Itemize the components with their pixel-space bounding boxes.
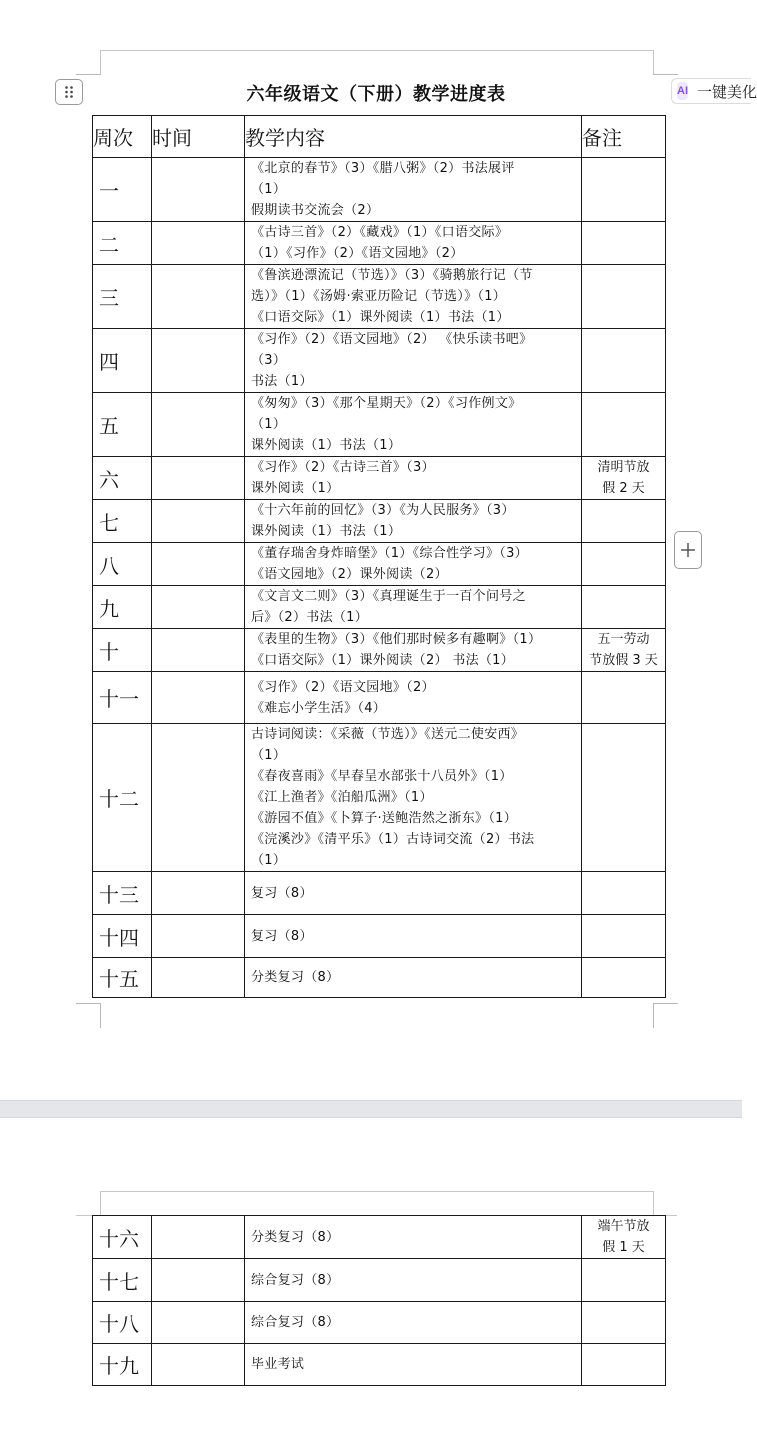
header-frame-line bbox=[653, 50, 654, 74]
content-cell[interactable] bbox=[245, 158, 582, 222]
content-line: 分类复习（8） bbox=[251, 1229, 340, 1245]
time-cell[interactable] bbox=[152, 543, 245, 586]
content-cell[interactable] bbox=[245, 724, 582, 872]
content-line: （1） bbox=[251, 417, 287, 432]
content-line: 《习作》（2）《语文园地》（2） bbox=[251, 679, 435, 695]
table-row bbox=[93, 1344, 666, 1386]
time-cell[interactable] bbox=[152, 500, 245, 543]
note-cell[interactable] bbox=[582, 872, 666, 915]
note-cell[interactable] bbox=[582, 543, 666, 586]
time-cell[interactable] bbox=[152, 724, 245, 872]
week-cell[interactable]: 六 bbox=[93, 457, 152, 500]
note-cell[interactable] bbox=[582, 1344, 666, 1386]
content-line: 《浣溪沙》《清平乐》（1）古诗词交流（2）书法 bbox=[251, 832, 535, 847]
header-frame-line bbox=[100, 50, 101, 74]
time-cell[interactable] bbox=[152, 872, 245, 915]
note-line: 五一劳动 bbox=[597, 632, 650, 647]
note-cell[interactable] bbox=[582, 958, 666, 998]
ai-beautify-button[interactable] bbox=[671, 78, 757, 104]
content-line: 《文言文二则》（3）《真理诞生于一百个问号之 bbox=[251, 589, 526, 604]
time-cell[interactable] bbox=[152, 158, 245, 222]
week-cell[interactable]: 一 bbox=[93, 158, 152, 222]
week-cell[interactable]: 十四 bbox=[93, 915, 152, 958]
table-drag-handle[interactable] bbox=[55, 79, 83, 105]
table-row bbox=[93, 629, 666, 672]
content-line: 《难忘小学生活》（4） bbox=[251, 700, 387, 716]
time-cell[interactable] bbox=[152, 329, 245, 393]
time-cell[interactable] bbox=[152, 265, 245, 329]
week-cell[interactable]: 十三 bbox=[93, 872, 152, 915]
content-line: 综合复习（8） bbox=[251, 1315, 340, 1330]
table-row bbox=[93, 915, 666, 958]
week-cell[interactable]: 八 bbox=[93, 543, 152, 586]
note-cell[interactable] bbox=[582, 158, 666, 222]
content-line: 毕业考试 bbox=[251, 1357, 305, 1372]
content-line: 后》（2）书法（1） bbox=[251, 610, 369, 625]
content-line: 《口语交际》（1）课外阅读（2） 书法（1） bbox=[251, 653, 515, 668]
note-cell[interactable] bbox=[582, 393, 666, 457]
time-cell[interactable] bbox=[152, 958, 245, 998]
table-row bbox=[93, 543, 666, 586]
table-row bbox=[93, 958, 666, 998]
week-cell[interactable]: 三 bbox=[93, 265, 152, 329]
table-row bbox=[93, 329, 666, 393]
schedule-table-continued[interactable] bbox=[92, 1215, 666, 1386]
content-line: 《江上渔者》《泊船瓜洲》（1） bbox=[251, 790, 433, 805]
document-page-2 bbox=[0, 1118, 742, 1435]
document-title: 六年级语文（下册）教学进度表 bbox=[246, 84, 506, 105]
header-frame-line bbox=[100, 50, 653, 51]
week-cell[interactable]: 九 bbox=[93, 586, 152, 629]
time-cell[interactable] bbox=[152, 915, 245, 958]
week-cell[interactable]: 十五 bbox=[93, 958, 152, 998]
content-cell[interactable] bbox=[245, 329, 582, 393]
table-row bbox=[93, 457, 666, 500]
page-separator bbox=[0, 1100, 742, 1118]
week-cell[interactable]: 十一 bbox=[93, 672, 152, 724]
table-header-row bbox=[93, 116, 666, 158]
content-line: 《十六年前的回忆》（3）《为人民服务》（3） bbox=[251, 503, 515, 518]
content-cell[interactable] bbox=[245, 543, 582, 586]
time-cell[interactable] bbox=[152, 1344, 245, 1386]
table-row bbox=[93, 265, 666, 329]
content-line: 《游园不值》《卜算子·送鲍浩然之浙东》（1） bbox=[251, 811, 518, 826]
note-cell[interactable] bbox=[582, 629, 666, 672]
content-cell[interactable] bbox=[245, 222, 582, 265]
time-cell[interactable] bbox=[152, 393, 245, 457]
drag-handle-icon bbox=[64, 85, 74, 99]
content-line: 《鲁滨逊漂流记（节选）》（3）《骑鹅旅行记（节 bbox=[251, 268, 533, 283]
note-line: 节放假 3 天 bbox=[589, 653, 658, 668]
content-line: 《习作》（2）《古诗三首》（3） bbox=[251, 460, 435, 475]
content-line: 《习作》（2）《语文园地》（2） 《快乐读书吧》 bbox=[251, 332, 533, 347]
week-cell[interactable]: 二 bbox=[93, 222, 152, 265]
header-note: 备注 bbox=[582, 116, 666, 158]
week-cell[interactable]: 四 bbox=[93, 329, 152, 393]
content-line: 书法（1） bbox=[251, 374, 313, 389]
note-line: 假 2 天 bbox=[602, 481, 645, 496]
content-line: 《古诗三首》（2）《藏戏》（1）《口语交际》 bbox=[251, 225, 509, 240]
crop-mark bbox=[76, 1003, 101, 1028]
content-line: 课外阅读（1）书法（1） bbox=[251, 438, 402, 453]
time-cell[interactable] bbox=[152, 222, 245, 265]
time-cell[interactable] bbox=[152, 1216, 245, 1259]
note-line: 端午节放 bbox=[597, 1219, 650, 1234]
content-line: 分类复习（8） bbox=[251, 970, 340, 985]
content-line: （1） bbox=[251, 748, 287, 763]
content-line: 《语文园地》（2）课外阅读（2） bbox=[251, 567, 448, 582]
week-cell[interactable]: 五 bbox=[93, 393, 152, 457]
table-row bbox=[93, 672, 666, 724]
note-cell[interactable] bbox=[582, 265, 666, 329]
content-cell[interactable] bbox=[245, 1302, 582, 1344]
content-cell[interactable] bbox=[245, 915, 582, 958]
content-line: 选）》（1）《汤姆·索亚历险记（节选）》（1） bbox=[251, 289, 507, 304]
note-cell[interactable] bbox=[582, 586, 666, 629]
content-line: 课外阅读（1） bbox=[251, 481, 340, 496]
content-line: 《北京的春节》（3）《腊八粥》（2）书法展评 bbox=[251, 161, 515, 176]
time-cell[interactable] bbox=[152, 586, 245, 629]
time-cell[interactable] bbox=[152, 629, 245, 672]
time-cell[interactable] bbox=[152, 672, 245, 724]
content-line: 课外阅读（1）书法（1） bbox=[251, 524, 402, 539]
content-line: （1）《习作》（2）《语文园地》（2） bbox=[251, 246, 464, 261]
content-line: 古诗词阅读：《采薇（节选）》《送元二使安西》 bbox=[251, 727, 525, 742]
table-row bbox=[93, 393, 666, 457]
note-cell[interactable] bbox=[582, 1216, 666, 1259]
week-cell[interactable]: 十六 bbox=[93, 1216, 152, 1259]
time-cell[interactable] bbox=[152, 1259, 245, 1302]
week-cell[interactable]: 十 bbox=[93, 629, 152, 672]
content-line: 《匆匆》（3）《那个星期天》（2）《习作例文》 bbox=[251, 396, 522, 411]
content-cell[interactable] bbox=[245, 586, 582, 629]
note-line: 清明节放 bbox=[597, 460, 650, 475]
note-cell[interactable] bbox=[582, 457, 666, 500]
content-line: 《表里的生物》（3）《他们那时候多有趣啊》（1） bbox=[251, 632, 542, 647]
note-cell[interactable] bbox=[582, 672, 666, 724]
header-frame-line bbox=[100, 1191, 101, 1215]
content-cell[interactable] bbox=[245, 672, 582, 724]
table-row bbox=[93, 1302, 666, 1344]
content-line: 复习（8） bbox=[251, 928, 313, 944]
schedule-table[interactable] bbox=[92, 115, 666, 998]
table-row bbox=[93, 1216, 666, 1259]
content-cell[interactable] bbox=[245, 500, 582, 543]
content-line: 《春夜喜雨》《早春呈水部张十八员外》（1） bbox=[251, 769, 513, 784]
content-cell[interactable] bbox=[245, 872, 582, 915]
time-cell[interactable] bbox=[152, 457, 245, 500]
header-week: 周次 bbox=[93, 116, 152, 158]
content-line: （1） bbox=[251, 853, 287, 868]
note-cell[interactable] bbox=[582, 1259, 666, 1302]
table-row bbox=[93, 1259, 666, 1302]
add-column-button[interactable] bbox=[674, 531, 702, 569]
note-cell[interactable] bbox=[582, 724, 666, 872]
time-cell[interactable] bbox=[152, 1302, 245, 1344]
note-cell[interactable] bbox=[582, 222, 666, 265]
table-row bbox=[93, 724, 666, 872]
note-cell[interactable] bbox=[582, 329, 666, 393]
header-frame-line bbox=[100, 1191, 653, 1192]
content-line: 《董存瑞舍身炸暗堡》（1）《综合性学习》（3） bbox=[251, 546, 528, 561]
content-line: 复习（8） bbox=[251, 885, 313, 901]
content-cell[interactable] bbox=[245, 958, 582, 998]
note-cell[interactable] bbox=[582, 915, 666, 958]
ai-beautify-label: 一键美化 bbox=[697, 82, 757, 101]
crop-mark bbox=[653, 1003, 678, 1028]
crop-mark bbox=[653, 50, 678, 75]
ai-icon: AI bbox=[677, 82, 688, 100]
week-cell[interactable]: 十九 bbox=[93, 1344, 152, 1386]
content-cell[interactable] bbox=[245, 457, 582, 500]
content-line: 《口语交际》（1）课外阅读（1）书法（1） bbox=[251, 310, 510, 325]
table-row bbox=[93, 872, 666, 915]
table-row bbox=[93, 586, 666, 629]
header-content: 教学内容 bbox=[245, 116, 582, 158]
week-cell[interactable]: 十八 bbox=[93, 1302, 152, 1344]
crop-mark bbox=[76, 50, 101, 75]
content-cell[interactable] bbox=[245, 265, 582, 329]
note-cell[interactable] bbox=[582, 1302, 666, 1344]
header-frame-line bbox=[653, 1191, 654, 1215]
content-cell[interactable] bbox=[245, 1216, 582, 1259]
content-line: 假期读书交流会（2） bbox=[251, 203, 380, 218]
note-line: 假 1 天 bbox=[602, 1240, 645, 1255]
table-row bbox=[93, 158, 666, 222]
week-cell[interactable]: 十七 bbox=[93, 1259, 152, 1302]
header-time: 时间 bbox=[152, 116, 245, 158]
week-cell[interactable]: 十二 bbox=[93, 724, 152, 872]
content-cell[interactable] bbox=[245, 629, 582, 672]
week-cell[interactable]: 七 bbox=[93, 500, 152, 543]
content-line: （3） bbox=[251, 353, 287, 368]
content-cell[interactable] bbox=[245, 1344, 582, 1386]
table-row bbox=[93, 500, 666, 543]
content-line: （1） bbox=[251, 182, 287, 197]
content-cell[interactable] bbox=[245, 1259, 582, 1302]
plus-icon bbox=[680, 542, 696, 558]
content-cell[interactable] bbox=[245, 393, 582, 457]
table-row bbox=[93, 222, 666, 265]
note-cell[interactable] bbox=[582, 500, 666, 543]
content-line: 综合复习（8） bbox=[251, 1272, 340, 1288]
